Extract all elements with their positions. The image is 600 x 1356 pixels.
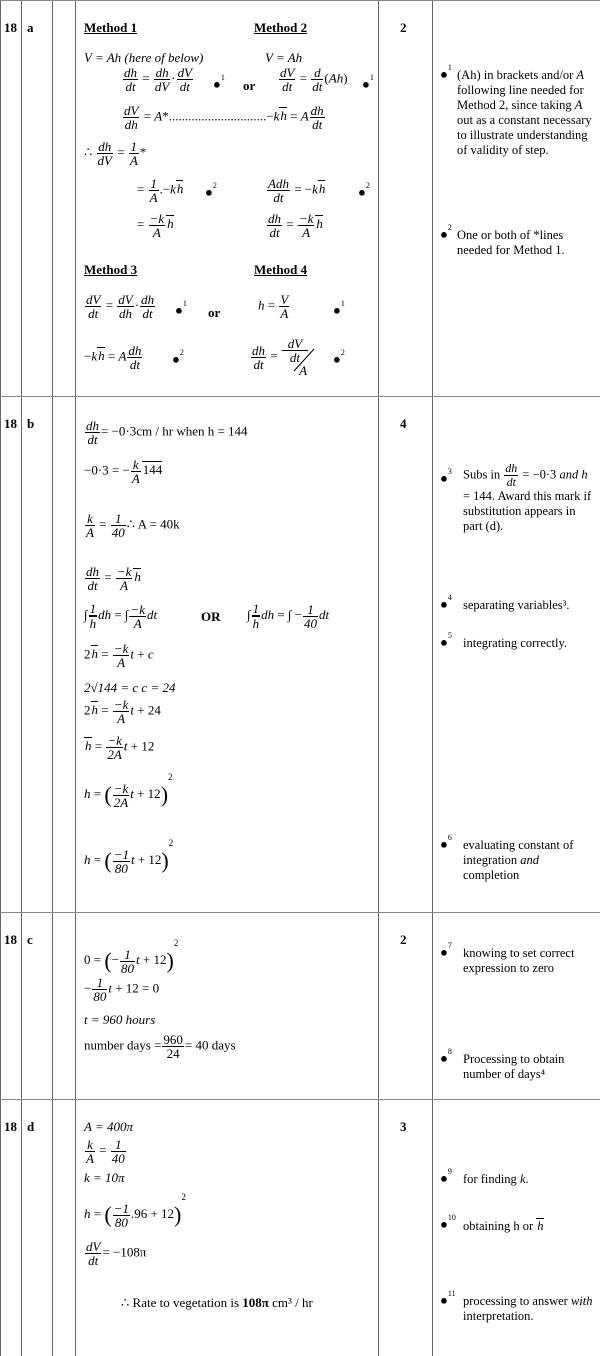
method-2-heading: Method 2 — [254, 20, 308, 35]
d-line5-tail: = −108π — [102, 1244, 147, 1260]
method-3-chain-rule: $\frac{dV}{dt}$ = $\frac{dV}{dh}$ · $\frac{dh}{dt}$ — [86, 292, 155, 321]
table-border-left — [0, 0, 1, 1356]
b-line8: 2h = $\frac{-k}{A}$ t + 24 — [84, 697, 161, 726]
method-2-line1: V = Ah — [265, 50, 303, 65]
or-label-2: or — [208, 305, 221, 320]
column-divider-blank — [75, 0, 76, 1356]
final-answer — [121, 1295, 313, 1310]
bullet-2: ●$^2$ — [205, 181, 217, 200]
method-3-result: −kh = A $\frac{dh}{dt}$ — [84, 343, 142, 372]
row-divider-c-d — [0, 1099, 600, 1100]
b-line5-alt: ∫ $\frac{1}{h}$ dh = ∫ − $\frac{1}{40}$ dt — [247, 601, 330, 631]
b-line1: $\frac{dh}{dt}$ = −0·3cm / hr when h = 144 — [86, 418, 248, 447]
column-divider-part — [52, 0, 53, 1356]
b-line11: h = ( $\frac{-1}{80}$ t + 12)$^2$ — [84, 838, 174, 876]
note-bullet-11: ●$^{11}$ — [440, 1289, 456, 1308]
method-1-line1: V = Ah (here of below) — [84, 50, 204, 65]
column-divider-marks — [432, 0, 433, 1356]
bullet-1c: ●$^1$ — [175, 299, 187, 318]
bullet-1d: ●$^1$ — [333, 299, 345, 318]
note-bullet-6: ●$^6$ — [440, 833, 452, 852]
note-bullet-8: ●$^8$ — [440, 1047, 452, 1066]
marks-value: 2 — [400, 20, 407, 35]
method-4-heading: Method 4 — [254, 262, 308, 277]
d-line1: A = 400π — [84, 1119, 133, 1134]
note-5: integrating correctly. — [463, 636, 568, 650]
d-line3: k = 10π — [84, 1170, 125, 1185]
days-result: = 40 days — [184, 1037, 236, 1053]
method-2-differentiation: $\frac{dV}{dt}$ = $\frac{d}{dt}$ (Ah) — [280, 65, 348, 94]
method-1-dhdv: ∴ $\frac{dh}{dV}$ = $\frac{1}{A}$ * — [84, 139, 147, 168]
note-11: processing to answer with interpretation. — [463, 1294, 593, 1323]
b-line2: −0·3 = − $\frac{k}{A}$ 144 — [84, 457, 163, 486]
d-line2: $\frac{k}{A}$ = $\frac{1}{40}$ — [86, 1137, 125, 1166]
dotted-leader: .............................. — [168, 108, 267, 124]
final-value: 108π — [242, 1295, 269, 1310]
c-line1: 0 = (− $\frac{1}{80}$ t + 12)$^2$ — [84, 938, 179, 976]
bullet-2b: ●$^2$ — [358, 181, 370, 200]
question-number: 18 — [4, 932, 17, 947]
method-1-step4: = $\frac{-k}{A}$ h — [137, 211, 174, 240]
note-7: knowing to set correct expression to zero — [463, 946, 575, 975]
method-1-dvdh: $\frac{dV}{dh}$ = A*..............................−kh = A $\frac{dh}{dt}$ — [124, 103, 324, 132]
note-6: evaluating constant of integration and completion — [463, 838, 574, 882]
note-3: Subs in $\frac{dh}{dt}$ = −0·3 and h = 144. Award this mark if substitution appears in part (d). — [463, 461, 592, 533]
note-bullet-4: ●$^4$ — [440, 593, 452, 612]
method-1-step3: = $\frac{1}{A}$ .−kh — [137, 176, 184, 205]
d-line5: $\frac{dV}{dt}$ = −108π — [86, 1239, 147, 1268]
method-4-result: $\frac{dh}{dt}$ = dV dt A — [252, 336, 308, 378]
row-divider-a-b — [0, 396, 600, 397]
method-4-h: h = $\frac{V}{A}$ — [258, 292, 289, 321]
note-bullet-9: ●$^9$ — [440, 1167, 452, 1186]
bullet-1b: ●$^1$ — [362, 73, 374, 92]
marks-value: 2 — [400, 932, 407, 947]
part-label: c — [27, 932, 33, 947]
method-1-heading: Method 1 — [84, 20, 138, 35]
final-prefix: ∴ Rate to vegetation is — [121, 1295, 240, 1310]
final-units: cm³ / hr — [272, 1295, 313, 1310]
note-bullet-7: ●$^7$ — [440, 941, 452, 960]
marks-value: 4 — [400, 416, 407, 431]
part-label: d — [27, 1119, 35, 1134]
or-label-b: OR — [201, 609, 221, 624]
b-line3-tail: ∴ A = 40k — [126, 516, 180, 532]
note-2: One or both of *lines needed for Method 1. — [457, 228, 565, 257]
or-label: or — [243, 78, 256, 93]
method-2-step3: $\frac{\text{Adh}}{dt}$ = −kh — [268, 176, 326, 205]
b-line9: h = $\frac{-k}{2A}$ t + 12 — [85, 733, 155, 762]
bullet-2c: ●$^2$ — [172, 348, 184, 367]
bullet-2d: ●$^2$ — [333, 348, 345, 367]
question-number: 18 — [4, 20, 17, 35]
note-bullet-10: ●$^{10}$ — [440, 1213, 456, 1232]
c-line2: − $\frac{1}{80}$ t + 12 = 0 — [84, 975, 160, 1004]
note-bullet-1: ●$^1$ — [440, 63, 452, 82]
b-line5: ∫ $\frac{1}{h}$ dh = ∫ $\frac{-k}{A}$ dt — [84, 601, 158, 631]
note-bullet-5: ●$^5$ — [440, 631, 452, 650]
note-8: Processing to obtain number of days⁴ — [463, 1052, 565, 1081]
b-line6: 2h = $\frac{-k}{A}$ t + c — [84, 641, 154, 670]
b-line4: $\frac{dh}{dt}$ = $\frac{-k}{A}$ h — [86, 564, 141, 593]
note-10: obtaining h or h — [463, 1219, 544, 1233]
b-line10: h = ( $\frac{-k}{2A}$ t + 12)$^2$ — [84, 772, 173, 810]
d-line4: h = ( $\frac{-1}{80}$ .96 + 12)$^2$ — [84, 1192, 186, 1230]
b-line1-tail: = −0·3cm / hr when h = 144 — [101, 423, 248, 439]
column-divider-answer — [378, 0, 379, 1356]
row-divider-b-c — [0, 912, 600, 913]
b-line7: 2√144 = c c = 24 — [84, 680, 176, 695]
days-label: number days = — [84, 1037, 162, 1053]
method-3-heading: Method 3 — [84, 262, 138, 277]
note-bullet-3: ●$^3$ — [440, 467, 452, 486]
c-line4: number days = $\frac{960}{24}$ = 40 days — [84, 1032, 236, 1061]
bullet-1: ●$^1$ — [213, 73, 225, 92]
division-slash — [292, 347, 316, 373]
note-1: (Ah) in brackets and/or A following line needed for Method 2, since taking A out as a constant necessary to illustrate understanding of validity of step. — [457, 68, 592, 157]
c-line3: t = 960 hours — [84, 1012, 156, 1027]
b-line3: $\frac{k}{A}$ = $\frac{1}{40}$ ∴ A = 40k — [86, 511, 180, 540]
part-label: a — [27, 20, 34, 35]
note-9: for finding k. — [463, 1172, 529, 1186]
therefore-symbol: ∴ — [84, 144, 93, 160]
table-border-top — [0, 0, 600, 1]
b-line2-lhs: −0·3 = − — [84, 462, 130, 478]
note-4: separating variables³. — [463, 598, 570, 612]
method-2-step4: $\frac{dh}{dt}$ = $\frac{-k}{A}$ h — [268, 211, 323, 240]
method-1-chain-rule: $\frac{dh}{dt}$ = $\frac{dh}{dV}$ · $\frac{dV}{dt}$ — [124, 65, 193, 94]
part-label: b — [27, 416, 35, 431]
note-bullet-2: ●$^2$ — [440, 223, 452, 242]
question-number: 18 — [4, 1119, 17, 1134]
marks-value: 3 — [400, 1119, 407, 1134]
column-divider-q — [21, 0, 22, 1356]
question-number: 18 — [4, 416, 17, 431]
